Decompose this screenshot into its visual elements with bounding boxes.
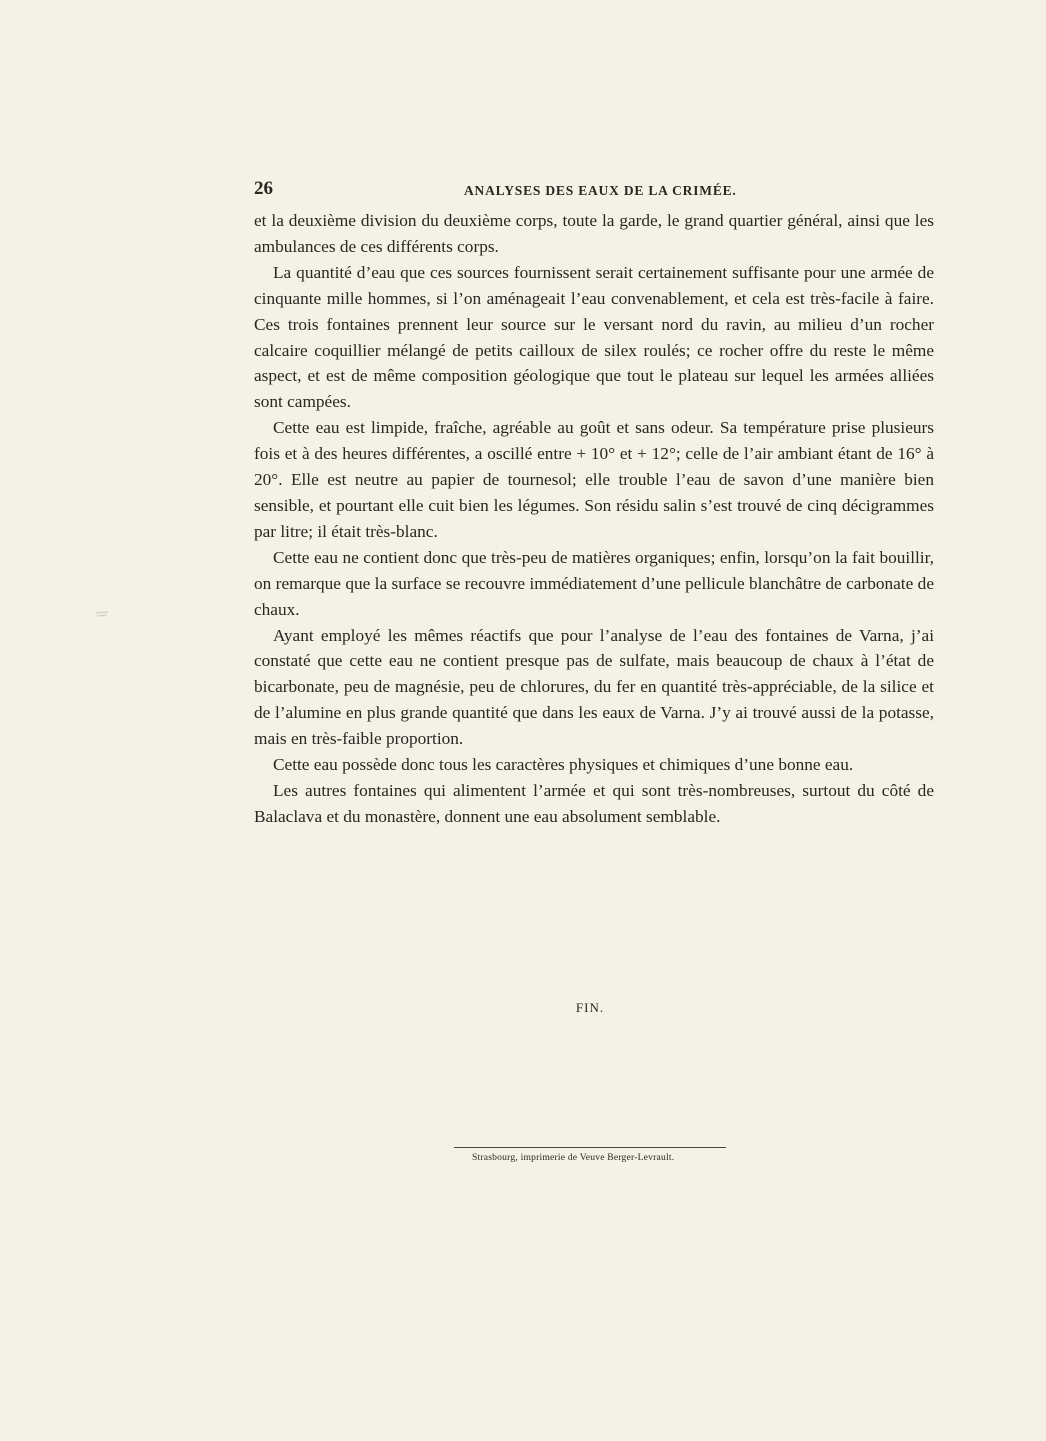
running-title: ANALYSES DES EAUX DE LA CRIMÉE. [464,183,737,198]
footer-rule [454,1147,726,1148]
body-text [254,208,934,830]
paragraph: et la deuxième division du deuxième corps, toute la garde, le grand quartier général, ainsi que les ambulances de ces différents corps. [254,211,934,256]
paragraph: La quantité d’eau que ces sources fournissent serait certainement suffisante pour une armée de cinquante mille hommes, si l’on aménageait l’eau convenablement, et cela est très-facile à faire. Ces trois fontaines prennent leur source sur le versant nord du ravin, au milieu d’un rocher calcaire coquillier mélangé de petits cailloux de silex roulés; ce rocher offre du reste le même aspect, et est de même composition géologique que tout le plateau sur lequel les armées alliées sont campées. [254,262,934,412]
paragraph: Cette eau est limpide, fraîche, agréable au goût et sans odeur. Sa température prise plusieurs fois et à des heures différentes, a oscillé entre + 10° et + 12°; celle de l’air ambiant étant de 16° à 20°. Elle est neutre au papier de tournesol; elle trouble l’eau de savon d’une manière bien sensible, et pourtant elle cuit bien les légumes. Son résidu salin s’est trouvé de cinq décigrammes par litre; il était très-blanc. [254,418,934,541]
printer-imprint: Strasbourg, imprimerie de Veuve Berger-Levrault. [472,1152,675,1163]
end-mark: FIN. [575,1000,605,1015]
page-number: 26 [254,178,273,199]
paragraph: Les autres fontaines qui alimentent l’armée et qui sont très-nombreuses, surtout du côté de Balaclava et du monastère, donnent une eau absolument semblable. [254,780,934,826]
paper-speck-icon [95,610,109,619]
paragraph: Cette eau possède donc tous les caractères physiques et chimiques d’une bonne eau. [273,755,854,775]
page-header [254,178,934,202]
paragraph: Cette eau ne contient donc que très-peu de matières organiques; enfin, lorsqu’on la fait bouillir, on remarque que la surface se recouvre immédiatement d’une pellicule blanchâtre de carbonate de chaux. [254,547,934,619]
paragraph: Ayant employé les mêmes réactifs que pour l’analyse de l’eau des fontaines de Varna, j’ai constaté que cette eau ne contient presque pas de sulfate, mais beaucoup de chaux à l’état de bicarbonate, peu de magnésie, peu de chlorures, du fer en quantité très-appréciable, de la silice et de l’alumine en plus grande quantité que dans les eaux de Varna. J’y ai trouvé aussi de la potasse, mais en très-faible proportion. [254,625,934,749]
